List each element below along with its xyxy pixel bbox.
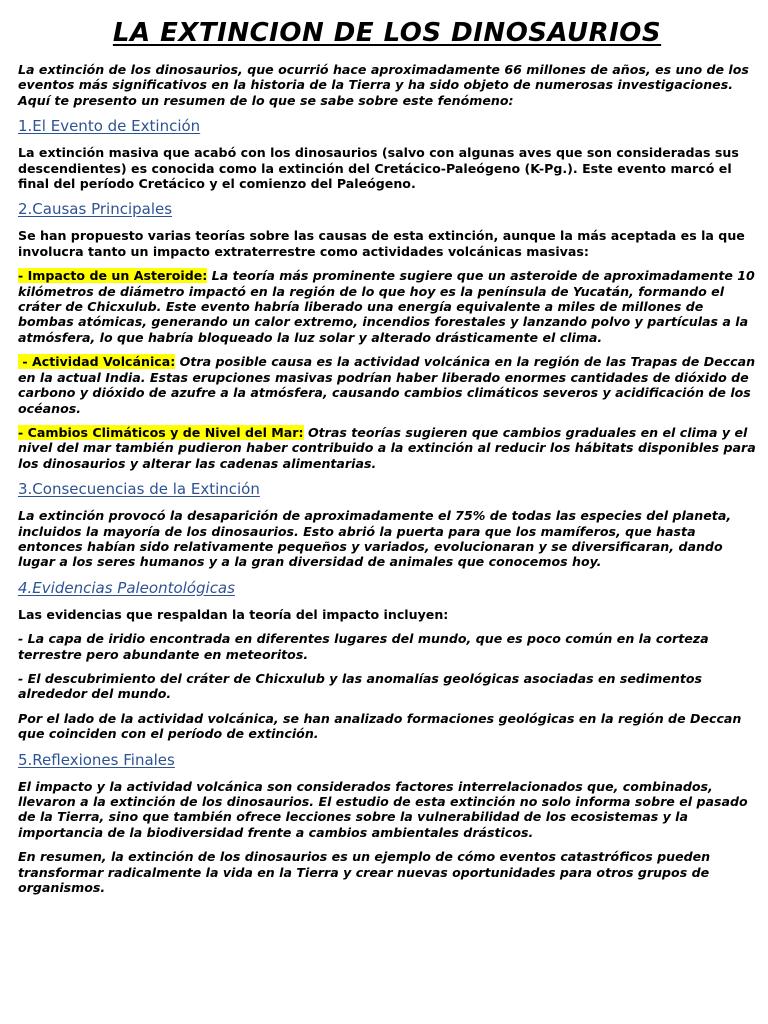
cause-text: La teoría más prominente sugiere que un asteroide de aproximadamente 10 kilómetros de diámetro impactó en la región de lo que hoy es la península de Yucatán, formando el cráter de Chicxulub. Este evento habría liberado una energía equivalente a miles de millones de bombas atómicas, generando un calor extremo, incendios forestales y lanzando polvo y partículas a la atmósfera, lo que habría bloqueado la luz solar y alterado drásticamente el clima. — [18, 268, 755, 345]
cause-item-clima — [18, 425, 756, 471]
intro-paragraph: La extinción de los dinosaurios, que ocurrió hace aproximadamente 66 millones de años, es uno de los eventos más significativos en la historia de la Tierra y ha sido objeto de numerosas investigaciones. Aquí te presento un resumen de lo que se sabe sobre este fenómeno: — [18, 62, 749, 108]
highlighted-label: - Cambios Climáticos y de Nivel del Mar: — [18, 424, 304, 440]
highlighted-label: - Actividad Volcánica: — [18, 354, 176, 370]
section-heading-evidencias: 4.Evidencias Paleontológicas — [18, 578, 235, 597]
cause-text: Otras teorías sugieren que cambios graduales en el clima y el nivel del mar también pudieron haber contribuido a la extinción al reducir los hábitats disponibles para los dinosaurios y alterar las cadenas alimentarias. — [18, 424, 756, 471]
highlighted-label: - Impacto de un Asteroide: — [18, 268, 208, 284]
section-heading-causas: 2.Causas Principales — [18, 200, 173, 219]
evidence-item: - El descubrimiento del cráter de Chicxulub y las anomalías geológicas asociadas en sedimentos alrededor del mundo. — [18, 670, 703, 702]
section-paragraph: La extinción masiva que acabó con los dinosaurios (salvo con algunas aves que son consideradas sus descendientes) es conocida como la extinción del Cretácico-Paleógeno (K-Pg.). Este evento marcó el final del período Cretácico y el comienzo del Paleógeno. — [18, 145, 739, 192]
section-heading-consecuencias: 3.Consecuencias de la Extinción — [18, 480, 260, 499]
section-paragraph: Se han propuesto varias teorías sobre las causas de esta extinción, aunque la más aceptada es la que involucra tanto un impacto extraterrestre como actividades volcánicas masivas: — [18, 228, 745, 259]
section-paragraph: Por el lado de la actividad volcánica, se han analizado formaciones geológicas en la región de Deccan que coinciden con el período de extinción. — [18, 710, 742, 742]
section-paragraph: El impacto y la actividad volcánica son considerados factores interrelacionados que, combinados, llevaron a la extinción de los dinosaurios. El estudio de esta extinción no solo informa sobre el pasado de la Tierra, sino que también ofrece lecciones sobre la vulnerabilidad de los ecosistemas y la importancia de la biodiversidad frente a cambios ambientales drásticos. — [18, 778, 748, 840]
cause-item-asteroide — [18, 268, 756, 345]
evidence-item: - La capa de iridio encontrada en diferentes lugares del mundo, que es poco común en la corteza terrestre pero abundante en meteoritos. — [18, 631, 709, 662]
cause-text: Otra posible causa es la actividad volcánica en la región de las Trapas de Deccan en la actual India. Estas erupciones masivas podrían haber liberado enormes cantidades de dióxido de carbono y dióxido de azufre a la atmósfera, causando cambios climáticos severos y acidificación de los océanos. — [18, 354, 756, 416]
section-paragraph: La extinción provocó la desaparición de aproximadamente el 75% de todas las especies del planeta, incluidos la mayoría de los dinosaurios. Esto abrió la puerta para que los mamíferos, que hasta entonces habían sido relativamente pequeños y variados, evolucionaran y se diversificaran, dando lugar a los seres humanos y a la gran diversidad de animales que conocemos hoy. — [18, 508, 732, 570]
section-paragraph: En resumen, la extinción de los dinosaurios es un ejemplo de cómo eventos catastróficos pueden transformar radicalmente la vida en la Tierra y crear nuevas oportunidades para otros grupos de organismos. — [18, 849, 711, 896]
section-paragraph: Las evidencias que respaldan la teoría del impacto incluyen: — [18, 606, 449, 622]
section-heading-evento: 1.El Evento de Extinción — [18, 117, 201, 136]
cause-item-volcanica — [18, 354, 756, 416]
page-title: LA EXTINCION DE LOS DINOSAURIOS — [112, 18, 662, 48]
section-heading-reflexiones: 5.Reflexiones Finales — [18, 750, 175, 769]
